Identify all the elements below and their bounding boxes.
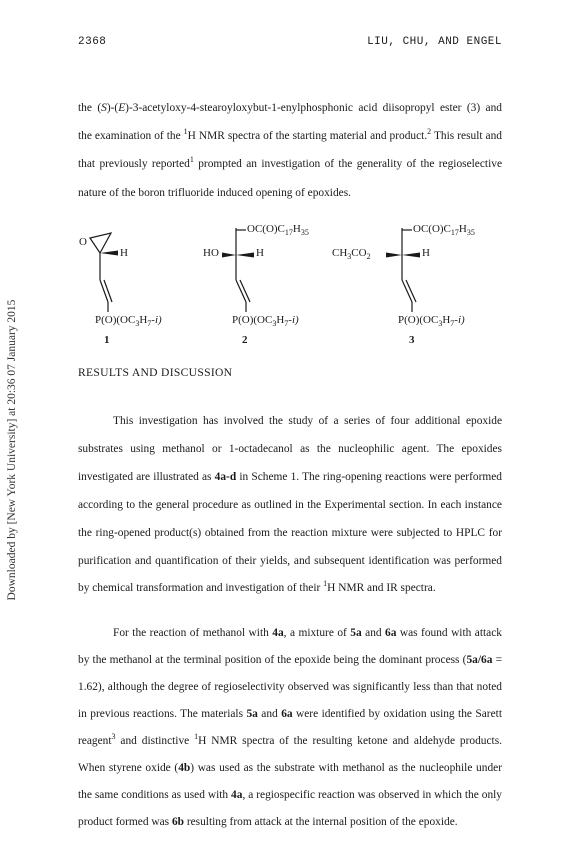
hydrogen-label: H: [256, 247, 264, 259]
stearoyl-ester-label: [413, 223, 475, 238]
subscript: 3: [347, 252, 352, 262]
running-header: [78, 36, 502, 52]
text-run: OC(O)C: [247, 223, 285, 235]
phosphonate-label: [398, 314, 465, 329]
compound-number: 1: [104, 334, 110, 346]
text-run: P(O)(OC: [232, 314, 273, 326]
text-run: This result and that previously reported: [78, 130, 503, 171]
text-run: H NMR and IR spectra.: [327, 582, 436, 595]
epoxide-oxygen: O: [79, 236, 87, 248]
text-run: were identified by oxidation using the Sarett reagent: [78, 708, 502, 747]
text-run: H: [139, 314, 148, 326]
text-run: -i): [454, 314, 465, 326]
compound-ref: 4a: [272, 627, 284, 639]
text-run: and: [257, 708, 282, 720]
compound-ref: 5a: [350, 627, 362, 639]
text-run: -i): [151, 314, 162, 326]
text-run: H NMR spectra of the starting material and product.: [187, 130, 428, 143]
compound-ref: 6a: [281, 708, 293, 720]
reference-superscript: 3: [111, 732, 116, 742]
text-run: For the reaction of methanol with: [113, 627, 273, 639]
section-heading: RESULTS AND DISCUSSION: [78, 366, 233, 379]
text-run: , a regiospecific reaction was observed in which the only product formed was: [78, 789, 503, 828]
compound-ref: 5a: [246, 708, 258, 720]
subscript: 35: [466, 228, 475, 238]
compound-ref: 4b: [178, 762, 191, 774]
text-run: E: [118, 102, 126, 114]
subscript: 2: [366, 252, 371, 262]
subscript: 3: [135, 319, 140, 329]
phosphonate-label: [232, 314, 299, 329]
text-run: H: [458, 223, 467, 235]
subscript: 7: [147, 319, 152, 329]
text-run: P(O)(OC: [95, 314, 136, 326]
subscript: 17: [450, 228, 459, 238]
text-run: the (: [78, 102, 102, 114]
text-run: H: [276, 314, 285, 326]
text-run: and: [361, 627, 386, 639]
phosphonate-label: [95, 314, 162, 329]
chemical-structures: [0, 222, 576, 350]
text-run: OC(O)C: [413, 223, 451, 235]
subscript: 7: [450, 319, 455, 329]
download-watermark-text: Downloaded by [New York University] at 20:36 07 January 2015: [6, 299, 18, 601]
acetyloxy-label: [332, 247, 371, 262]
running-header-authors: LIU, CHU, AND ENGEL: [367, 36, 502, 48]
text-run: = 1.62), although the degree of regioselectivity observed was significantly less than that noted in previous reactions. The materials: [78, 654, 502, 720]
text-run: ) was used as the substrate with methanol as the nucleophile under the same conditions as used with: [78, 762, 502, 801]
text-run: , a mixture of: [283, 627, 351, 639]
text-run: This investigation has involved the study of a series of four additional epoxide substrates using methanol or 1-octadecanol as the nucleophilic agent. The epoxides investigated are illustrated as: [78, 415, 502, 483]
text-run: -i): [288, 314, 299, 326]
page-number: 2368: [78, 36, 107, 48]
hydrogen-label: H: [422, 247, 430, 259]
reference-superscript: 1: [189, 155, 194, 165]
compound-ref: 4a: [231, 789, 243, 801]
subscript: 7: [284, 319, 289, 329]
compound-number: 3: [409, 334, 415, 346]
stearoyl-ester-label: [247, 223, 309, 238]
compound-ref: 4a-d: [214, 470, 237, 483]
superscript: 1: [194, 732, 199, 742]
superscript: 1: [323, 579, 328, 589]
text-run: H: [292, 223, 301, 235]
subscript: 3: [272, 319, 277, 329]
subscript: 17: [284, 228, 293, 238]
text-run: prompted an investigation of the generality of the regioselective nature of the boron trifluoride induced opening of epoxides.: [78, 158, 503, 199]
compound-number: 2: [242, 334, 248, 346]
hydroxy-label: HO: [203, 247, 219, 259]
paragraph-3: [78, 620, 502, 836]
text-run: S: [101, 102, 107, 114]
text-run: CH: [332, 247, 348, 259]
text-run: and distinctive: [115, 735, 195, 747]
subscript: 3: [438, 319, 443, 329]
text-run: )-(: [106, 102, 119, 114]
text-run: was found with attack by the methanol at the terminal position of the epoxide being the dominant process (: [78, 627, 502, 666]
text-run: P(O)(OC: [398, 314, 439, 326]
paragraph-1: [78, 94, 502, 207]
text-run: H NMR spectra of the resulting ketone and aldehyde products. When styrene oxide (: [78, 735, 502, 774]
hydrogen-label: H: [120, 247, 128, 259]
superscript: 1: [183, 127, 188, 137]
text-run: CO: [351, 247, 367, 259]
compound-ref: 6b: [171, 816, 184, 828]
text-run: resulting from attack at the internal position of the epoxide.: [183, 816, 458, 828]
compound-ref: 5a/6a: [466, 654, 493, 666]
subscript: 35: [300, 228, 309, 238]
text-run: in Scheme 1. The ring-opening reactions were performed according to the general procedure as outlined in the Experimental section. In each instance the ring-opened product(s) obtained from the reaction mixture were subjected to HPLC for purification and quantification of their yields, and subsequent identification was performed by chemical transformation and investigation of their: [78, 470, 502, 595]
text-run: H: [442, 314, 451, 326]
text-run: )-3-acetyloxy-4-stearoyloxybut-1-enylphosphonic acid diisopropyl ester (3) and the examination of the: [78, 102, 502, 143]
reference-superscript: 2: [427, 127, 432, 137]
paragraph-2: [78, 408, 502, 603]
compound-ref: 6a: [385, 627, 397, 639]
